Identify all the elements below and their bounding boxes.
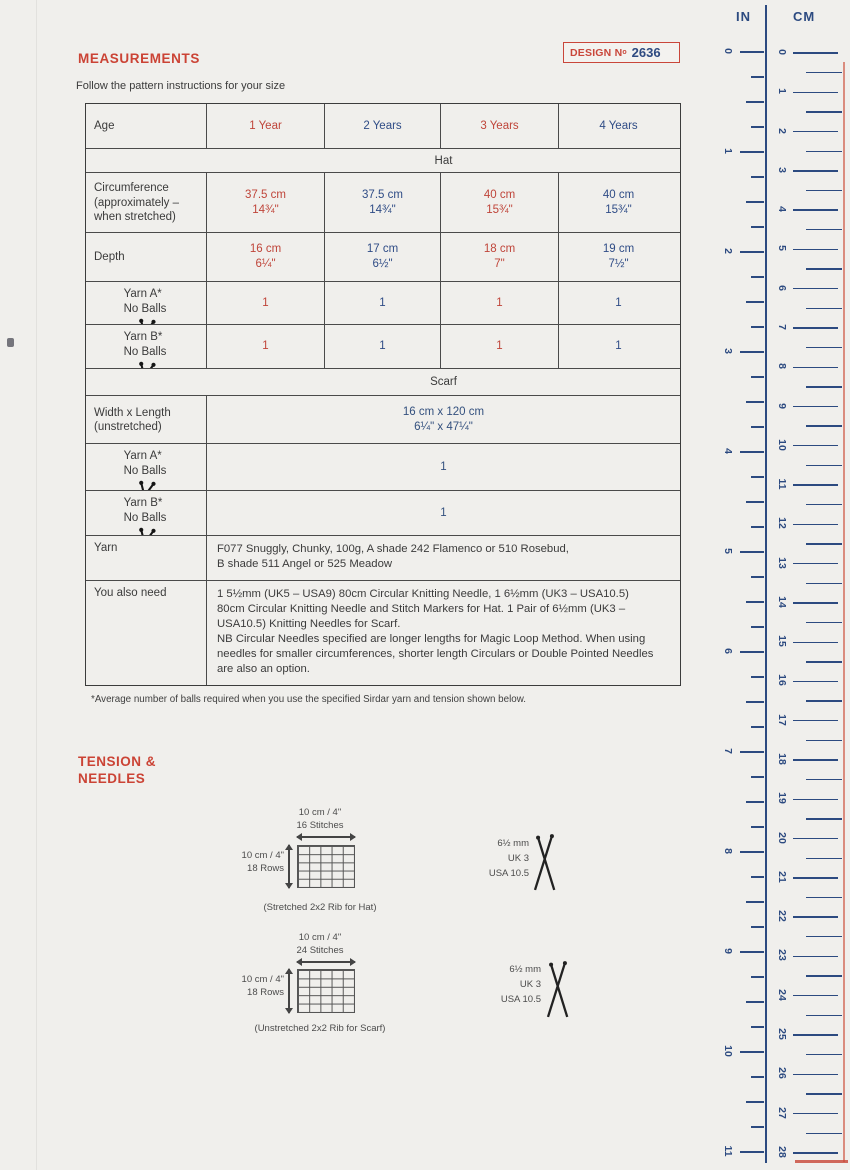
ruler-tick [793, 1113, 838, 1114]
hat-yarn-b-value-1: 1 [207, 325, 325, 368]
hat-yarn-b-label: Yarn B* No Balls [86, 325, 207, 368]
ruler-divider [765, 5, 767, 1163]
ruler-tick [793, 995, 838, 996]
ruler-tick [751, 226, 764, 227]
ruler-tick [793, 367, 838, 368]
ruler-tick [806, 622, 842, 623]
ruler-tick [746, 701, 764, 702]
swatch-scarf-top-label: 10 cm / 4" 24 Stitches [296, 932, 344, 956]
yarn-label: Yarn [86, 536, 207, 580]
ruler-number: 8 [722, 848, 734, 854]
ruler-number: 9 [776, 402, 788, 409]
age-header-cell [86, 104, 207, 148]
ruler-tick [793, 288, 838, 289]
swatch-hat-side-label: 10 cm / 4" 18 Rows [241, 850, 284, 874]
table-header-row [86, 104, 680, 149]
vertical-arrow-icon [288, 845, 290, 888]
ruler-tick [746, 601, 764, 602]
ruler-in-header: IN [736, 9, 751, 24]
scarf-yarn-a-label: Yarn A* No Balls [86, 444, 207, 490]
tension-grid-hat [297, 845, 355, 888]
yarn-ball-icon [128, 318, 162, 324]
scarf-section-title: Scarf [430, 376, 457, 388]
hat-yarn-a-row [86, 282, 680, 325]
swatch-scarf-caption: (Unstretched 2x2 Rib for Scarf) [254, 1023, 386, 1034]
also-need-label: You also need [86, 581, 207, 685]
design-number-badge [563, 42, 680, 63]
ruler-tick [751, 276, 764, 277]
ruler-tick [751, 1126, 764, 1127]
ruler-tick [793, 720, 838, 721]
ruler-tick [806, 308, 842, 309]
ruler-number: 6 [722, 648, 734, 654]
scarf-yarn-b-label: Yarn B* No Balls [86, 491, 207, 535]
ruler-tick [806, 1093, 842, 1094]
ruler-tick [740, 1051, 764, 1052]
ruler-number: 7 [776, 324, 788, 330]
crossed-needles-icon [540, 960, 576, 1025]
ruler-cm-header: CM [793, 9, 816, 24]
scarf-yarn-b-row [86, 491, 680, 536]
ruler-tick [746, 101, 764, 102]
hat-yarn-b-value-3: 1 [441, 325, 559, 368]
ruler-number: 7 [722, 748, 734, 754]
ruler-tick [793, 642, 838, 643]
ruler-tick [806, 583, 842, 584]
ruler-number: 3 [722, 348, 734, 354]
ruler-number: 1 [776, 88, 788, 95]
hat-yarn-b-value-2: 1 [325, 325, 441, 368]
hat-yarn-a-value-3: 1 [441, 282, 559, 324]
width-length-label: Width x Length (unstretched) [86, 396, 207, 443]
page-edge-line-bottom [795, 1160, 848, 1163]
depth-value-3: 18 cm 7" [441, 233, 559, 281]
ruler-tick [806, 425, 842, 426]
ruler-tick [806, 1054, 842, 1055]
ruler-tick [751, 976, 764, 977]
ruler-tick [746, 1101, 764, 1102]
horizontal-arrow-icon [297, 961, 355, 963]
ruler-tick [751, 176, 764, 177]
ruler-tick [793, 52, 838, 53]
ruler-tick [806, 779, 842, 780]
hat-yarn-a-value-2: 1 [325, 282, 441, 324]
ruler-number: 4 [776, 206, 788, 213]
ruler-tick [806, 936, 842, 937]
ruler-tick [793, 445, 838, 446]
size-header-1: 1 Year [207, 104, 325, 148]
age-label: Age [94, 120, 115, 133]
depth-value-2: 17 cm 6½" [325, 233, 441, 281]
also-need-description: 1 5½mm (UK5 – USA9) 80cm Circular Knitting Needle, 1 6½mm (UK3 – USA10.5) 80cm Circular Knitting Needle and Stitch Markers for Hat. 1 Pair of 6½mm (UK3 – USA10.5) Knitting Needles for Scarf. NB Circular Needles specified are longer lengths for Magic Loop Method. When using needles for smaller circumferences, shorter length Circulars or Double Pointed Needles are also an option. [217, 588, 654, 675]
ruler-tick [740, 551, 764, 552]
yarn-ball-icon [128, 527, 162, 535]
ruler-tick [751, 776, 764, 777]
ruler-tick [746, 801, 764, 802]
also-need-row [86, 581, 680, 685]
ruler-tick [751, 826, 764, 827]
ruler-tick [746, 901, 764, 902]
ruler-number: 3 [776, 166, 788, 173]
vertical-arrow-icon [288, 969, 290, 1013]
ruler-number: 12 [776, 517, 788, 530]
ruler-tick [793, 877, 838, 878]
ruler-tick [740, 951, 764, 952]
hat-yarn-a-value-4: 1 [615, 296, 622, 309]
yarn-ball-icon [128, 480, 162, 490]
ruler-number: 17 [776, 713, 788, 726]
scarf-section-row [86, 369, 680, 396]
ruler-tick [746, 1001, 764, 1002]
circumference-value-3: 40 cm 15¾" [441, 173, 559, 232]
ruler-tick [806, 386, 842, 387]
hat-yarn-b-row [86, 325, 680, 369]
needle-size-label-hat: 6½ mm UK 3 USA 10.5 [488, 838, 529, 879]
ruler-tick [806, 229, 842, 230]
ruler-number: 21 [776, 871, 788, 883]
ruler-tick [740, 651, 764, 652]
size-header-2: 2 Years [325, 104, 441, 148]
circumference-value-4: 40 cm 15¾" [602, 188, 635, 216]
ruler-tick [806, 1133, 842, 1134]
depth-value-4: 19 cm 7½" [602, 243, 635, 270]
ruler-number: 5 [722, 548, 734, 554]
ruler-tick [806, 72, 842, 73]
ruler-tick [746, 501, 764, 502]
ruler-number: 28 [776, 1145, 788, 1158]
page-edge-line [843, 62, 845, 1162]
ruler-number: 25 [776, 1028, 788, 1040]
yarn-row [86, 536, 680, 581]
ruler-tick [751, 1026, 764, 1027]
ruler-number: 18 [776, 753, 788, 765]
ruler-tick [746, 201, 764, 202]
ruler-tick [740, 451, 764, 452]
ruler-tick [806, 975, 842, 976]
ruler-tick [751, 476, 764, 477]
design-label-sup: o [622, 49, 627, 56]
depth-row [86, 233, 680, 282]
ruler-number: 22 [776, 910, 788, 922]
ruler-tick [793, 131, 838, 132]
ruler-tick [751, 526, 764, 527]
ruler-number: 8 [776, 363, 788, 370]
ruler-tick [746, 301, 764, 302]
ruler-number: 26 [776, 1067, 788, 1080]
design-number: 2636 [631, 45, 661, 60]
scan-artifact-mark [7, 338, 14, 347]
ruler-tick [806, 190, 842, 191]
ruler-tick [793, 406, 838, 407]
depth-value-1: 16 cm 6¼" [207, 233, 325, 281]
ruler-tick [793, 759, 838, 760]
ruler-tick [740, 351, 764, 352]
ruler-tick [751, 676, 764, 677]
ruler-tick [806, 1015, 842, 1016]
scarf-yarn-a-row [86, 444, 680, 491]
swatch-hat-top-label: 10 cm / 4" 16 Stitches [296, 807, 344, 831]
ruler-tick [793, 327, 838, 328]
page-title: MEASUREMENTS [78, 51, 200, 66]
ruler-tick [793, 916, 838, 917]
ruler-number: 13 [776, 556, 788, 569]
ruler-number: 2 [776, 127, 788, 134]
size-header-4: 4 Years [599, 119, 638, 132]
ruler-number: 10 [776, 438, 788, 451]
ruler-tick [793, 170, 838, 171]
ruler-tick [740, 251, 764, 252]
measurements-table [85, 103, 681, 686]
tension-section-title: TENSION & NEEDLES [78, 754, 157, 786]
ruler-tick [793, 484, 838, 485]
ruler-number: 9 [722, 948, 734, 954]
ruler-tick [740, 751, 764, 752]
ruler-tick [740, 1151, 764, 1152]
swatch-hat-caption: (Stretched 2x2 Rib for Hat) [263, 902, 377, 913]
ruler-tick [751, 126, 764, 127]
hat-yarn-a-value-1: 1 [207, 282, 325, 324]
ruler-tick [793, 956, 838, 957]
ruler-tick [751, 876, 764, 877]
ruler-number: 5 [776, 245, 788, 252]
hat-yarn-b-value-4: 1 [615, 340, 622, 352]
ruler-number: 27 [776, 1106, 788, 1119]
size-header-3: 3 Years [441, 104, 559, 148]
scarf-yarn-a-value: 1 [440, 460, 447, 473]
crossed-needles-icon [527, 833, 563, 898]
ruler-tick [793, 1152, 838, 1153]
ruler-tick [793, 799, 838, 800]
ruler-tick [751, 726, 764, 727]
swatch-scarf-side-label: 10 cm / 4" 18 Rows [241, 974, 284, 998]
ruler-number: 6 [776, 284, 788, 291]
circumference-row [86, 173, 680, 233]
needle-size-label-scarf: 6½ mm UK 3 USA 10.5 [500, 964, 541, 1005]
ruler-tick [751, 376, 764, 377]
ruler-tick [793, 524, 838, 525]
ruler-number: 10 [722, 1045, 734, 1057]
circumference-value-1: 37.5 cm 14¾" [207, 173, 325, 232]
hat-yarn-a-label: Yarn A* No Balls [86, 282, 207, 324]
ruler-tick [806, 268, 842, 269]
ruler-tick [793, 681, 838, 682]
ruler-tick [793, 1034, 838, 1035]
yarn-ball-icon [128, 361, 162, 368]
ruler-tick [751, 426, 764, 427]
ruler-number: 15 [776, 635, 788, 648]
ruler-number: 14 [776, 596, 788, 608]
ruler-tick [793, 249, 838, 250]
ruler-tick [793, 602, 838, 603]
horizontal-arrow-icon [297, 836, 355, 838]
hat-section-title: Hat [434, 154, 453, 167]
ruler-tick [806, 347, 842, 348]
ruler-tick [806, 504, 842, 505]
ruler-tick [793, 92, 838, 93]
ruler-number: 19 [776, 792, 788, 805]
ruler-tick [793, 209, 838, 210]
ruler-number: 11 [776, 478, 788, 490]
ruler-tick [740, 51, 764, 52]
ruler-number: 4 [722, 448, 734, 454]
ruler-number: 24 [776, 988, 788, 1001]
ruler-tick [806, 897, 842, 898]
hat-section-row [86, 149, 680, 173]
circumference-value-2: 37.5 cm 14¾" [325, 173, 441, 232]
design-label: DESIGN N [570, 46, 623, 59]
ruler-tick [740, 151, 764, 152]
yarn-description: F077 Snuggly, Chunky, 100g, A shade 242 Flamenco or 510 Rosebud, B shade 511 Angel or 525 Meadow [217, 543, 569, 570]
ruler-tick [751, 326, 764, 327]
circumference-label: Circumference (approximately – when stretched) [86, 173, 207, 232]
width-length-row [86, 396, 680, 444]
ruler-number: 1 [722, 148, 734, 154]
page-crease [36, 0, 37, 1170]
ruler-number: 0 [722, 48, 734, 54]
ruler-tick [806, 740, 842, 741]
ruler-tick [751, 926, 764, 927]
ruler-number: 0 [776, 49, 788, 55]
balls-footnote: *Average number of balls required when you use the specified Sirdar yarn and tension shown below. [91, 694, 526, 705]
ruler-tick [751, 1076, 764, 1077]
ruler-tick [806, 858, 842, 859]
depth-label: Depth [86, 233, 207, 281]
ruler-tick [793, 563, 838, 564]
page-subtitle: Follow the pattern instructions for your size [76, 80, 286, 92]
ruler-tick [806, 700, 842, 701]
ruler-number: 23 [776, 949, 788, 962]
ruler-tick [806, 661, 842, 662]
ruler-number: 2 [722, 248, 734, 254]
ruler-tick [806, 543, 842, 544]
tension-grid-scarf [297, 969, 355, 1013]
ruler-tick [806, 151, 842, 152]
ruler-tick [751, 576, 764, 577]
ruler-tick [806, 111, 842, 112]
ruler-tick [751, 76, 764, 77]
ruler-tick [793, 1074, 838, 1075]
ruler-tick [740, 851, 764, 852]
width-length-value: 16 cm x 120 cm 6¼" x 47¼" [402, 405, 485, 433]
ruler-number: 16 [776, 674, 788, 687]
ruler-tick [806, 818, 842, 819]
ruler-tick [806, 465, 842, 466]
ruler-number: 11 [722, 1145, 734, 1157]
ruler-tick [751, 626, 764, 627]
ruler-tick [793, 838, 838, 839]
ruler-tick [746, 401, 764, 402]
scarf-yarn-b-value: 1 [440, 506, 447, 519]
ruler-number: 20 [776, 831, 788, 844]
